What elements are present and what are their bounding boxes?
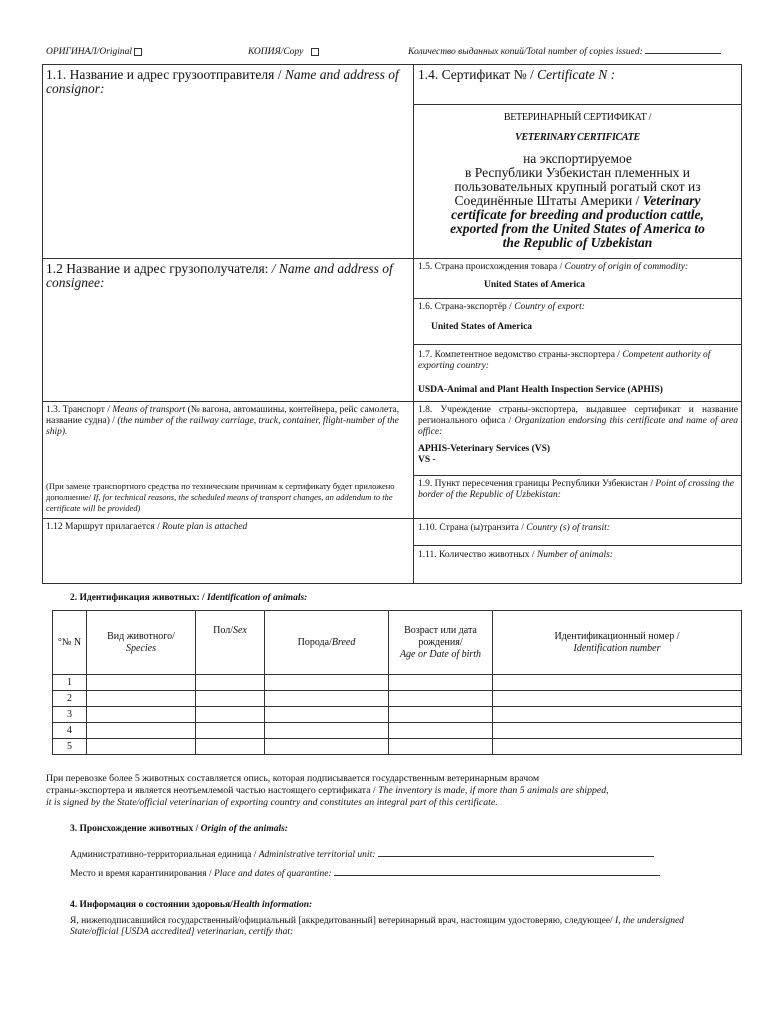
inventory-note: При перевозке более 5 животных составляется опись, которая подписывается государственным ветеринарным врачом страны-экспортера и является неотъемлемой частью настоящего сертификата / The inventory is made, if more than 5 animals are shipped, it is signed by the State/official veterinarian of exporting country and constitutes an integral part of this certificate.: [46, 773, 609, 808]
endorsing-organization-value: APHIS-Veterinary Services (VS) VS -: [418, 444, 551, 465]
header-original: ОРИГИНАЛ/Original: [46, 47, 142, 58]
competent-authority-box: 1.7. Компетентное ведомство страны-экспортера / Competent authority of exporting country:: [418, 350, 711, 371]
country-of-export-box: 1.6. Страна-экспортёр / Country of export:: [418, 302, 585, 312]
consignor-box[interactable]: 1.1. Название и адрес грузоотправителя / Name and address of consignor:: [46, 67, 399, 96]
table-row[interactable]: 3: [53, 707, 742, 723]
section4-title: 4. Информация о состоянии здоровья/Health information:: [70, 900, 313, 910]
certificate-title-block: ВЕТЕРИНАРНЫЙ СЕРТИФИКАТ / VETERINARY CERTIFICATE на экспортируемое в Республики Узбекистан племенных и пользовательных крупный рогатый скот из Соединённые Штаты Америки / Veterinary certificate for breeding and production cattle, exported from the United States of America to the Republic of Uzbekistan: [450, 112, 705, 250]
original-checkbox[interactable]: [134, 48, 142, 56]
header-copies-issued: Количество выданных копий/Total number of copies issued:: [408, 47, 721, 58]
section3-title: 3. Происхождение животных / Origin of the animals:: [70, 824, 288, 834]
administrative-unit-field[interactable]: [378, 856, 654, 857]
copy-checkbox[interactable]: [311, 48, 319, 56]
transit-countries-box[interactable]: 1.10. Страна (ы)транзита / Country (s) of transit:: [418, 523, 610, 533]
col-sex: Пол/Sex: [196, 611, 265, 675]
col-number: °№ N: [53, 611, 87, 675]
country-of-export-value: United States of America: [431, 322, 533, 332]
quarantine-line: Место и время карантинирования / Place and dates of quarantine:: [70, 869, 730, 880]
table-row[interactable]: 2: [53, 691, 742, 707]
col-age: Возраст или дата рождения/ Age or Date of birth: [389, 611, 493, 675]
copies-issued-field[interactable]: [645, 53, 721, 54]
quarantine-field[interactable]: [334, 875, 660, 876]
country-of-origin-value: United States of America: [484, 280, 586, 290]
table-row[interactable]: 1: [53, 675, 742, 691]
route-plan-box[interactable]: 1.12 Маршрут прилагается / Route plan is attached: [46, 522, 248, 532]
animal-identification-table: [52, 610, 742, 755]
administrative-unit-line: Административно-территориальная единица / Administrative territorial unit:: [70, 850, 730, 861]
consignee-box[interactable]: 1.2 Название и адрес грузополучателя: / Name and address of consignee:: [46, 261, 393, 290]
number-of-animals-box[interactable]: 1.11. Количество животных / Number of animals:: [418, 550, 613, 560]
certificate-number-box[interactable]: 1.4. Сертификат № / Certificate N :: [418, 67, 616, 82]
table-row[interactable]: 5: [53, 739, 742, 755]
header-copy: КОПИЯ/Copy: [248, 47, 319, 58]
col-breed: Порода/Breed: [265, 611, 389, 675]
endorsing-organization-box: 1.8. Учреждение страны-экспортера, выдавшее сертификат и название регионального офиса / Organization endorsing this certificate and name of area office:: [418, 405, 738, 437]
competent-authority-value: USDA-Animal and Plant Health Inspection Service (APHIS): [418, 385, 663, 395]
table-row[interactable]: 4: [53, 723, 742, 739]
transport-note: (При замене транспортного средства по техническим причинам к сертификату будет приложено дополнение/ If, for technical reasons, the scheduled means of transport changes, an addendum to the certificate will be provided): [46, 481, 395, 513]
table-header-row: [53, 611, 742, 675]
border-crossing-box[interactable]: 1.9. Пункт пересечения границы Республики Узбекистан / Point of crossing the border of the Republic of Uzbekistan:: [418, 479, 734, 500]
health-certification-text: Я, нижеподписавшийся государственный/официальный [аккредитованный] ветеринарный врач, настоящим удостоверяю, следующее/ I, the undersigned State/official [USDA accredited] veterinarian, certify that:: [70, 916, 684, 937]
col-id-number: Идентификационный номер / Identification number: [493, 611, 742, 675]
country-of-origin-box: 1.5. Страна происхождения товара / Country of origin of commodity:: [418, 262, 689, 272]
section2-title: 2. Идентификация животных: / Identification of animals:: [70, 593, 308, 603]
col-species: Вид животного/ Species: [87, 611, 196, 675]
transport-box[interactable]: 1.3. Транспорт / Means of transport (№ вагона, автомашины, контейнера, рейс самолета, название судна) / (the number of the railway carriage, truck, container, flight-number of the ship).: [46, 405, 400, 437]
